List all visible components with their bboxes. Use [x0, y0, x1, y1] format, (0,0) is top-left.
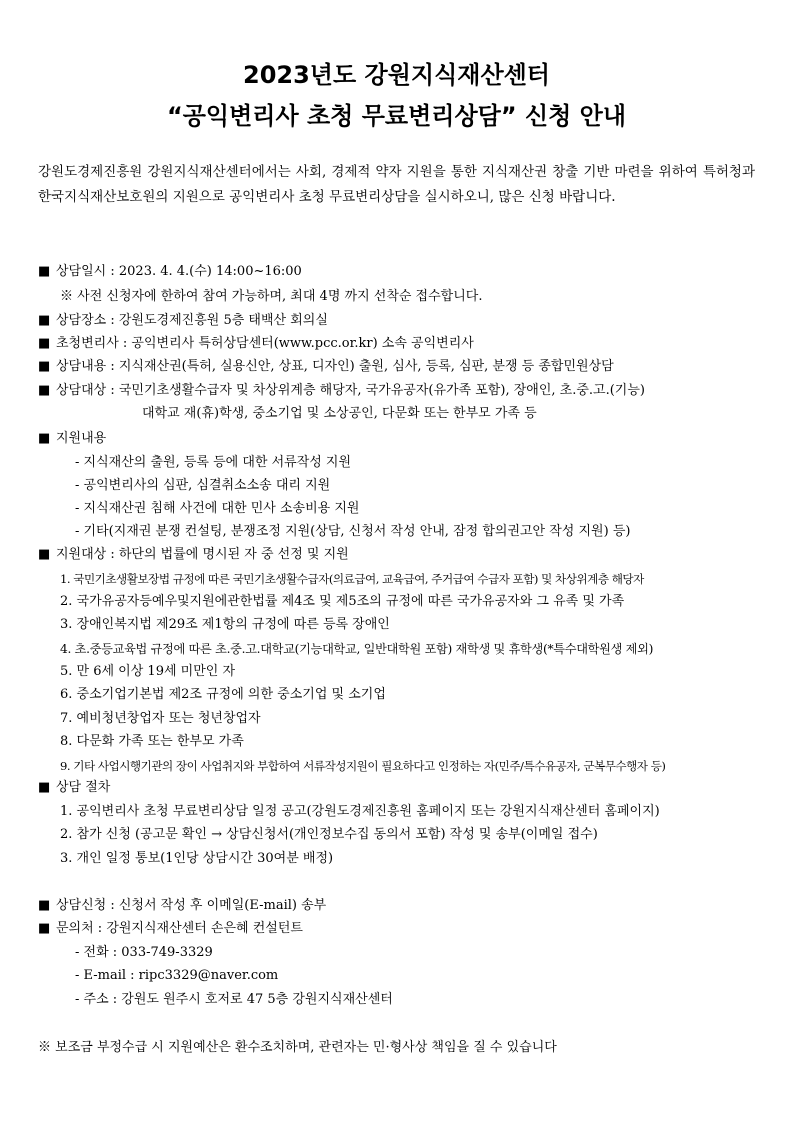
eligibility-item: 2. 국가유공자등예우및지원에관한법률 제4조 및 제5조의 규정에 따른 국가유공자와 그 유족 및 가족 [60, 594, 625, 609]
procedure-title: 상담 절차 [56, 780, 111, 795]
attorney-row [38, 335, 778, 353]
procedure-item: 1. 공익변리사 초청 무료변리상담 일정 공고(강원도경제진흥원 홈페이지 또는 강원지식재산센터 홈페이지) [60, 804, 660, 819]
square-bullet-icon: ■ [38, 780, 51, 795]
place-row [38, 312, 778, 330]
schedule-text: 상담일시 : 2023. 4. 4.(수) 14:00~16:00 [56, 264, 302, 279]
content-text: 상담내용 : 지식재산권(특허, 실용신안, 상표, 디자인) 출원, 심사, 등록, 심판, 분쟁 등 종합민원상담 [56, 359, 614, 374]
eligibility-item: 5. 만 6세 이상 19세 미만인 자 [60, 664, 236, 679]
schedule-row [38, 263, 778, 281]
eligibility-item: 4. 초.중등교육법 규정에 따른 초.중.고.대학교(기능대학교, 일반대학원 포함) 재학생 및 휴학생(*특수대학원생 제외) [60, 642, 654, 656]
square-bullet-icon: ■ [38, 264, 51, 279]
target-text-line-1: 상담대상 : 국민기초생활수급자 및 차상위계층 해당자, 국가유공자(유가족 포함), 장애인, 초.중.고.(기능) [56, 383, 645, 398]
target-text-line-2: 대학교 재(휴)학생, 중소기업 및 소상공인, 다문화 또는 한부모 가족 등 [142, 406, 537, 421]
eligibility-item: 1. 국민기초생활보장법 규정에 따른 국민기초생활수급자(의료급여, 교육급여, 주거급여 수급자 포함) 및 차상위계층 해당자 [60, 572, 644, 586]
title-line-2: “공익변리사 초청 무료변리상담” 신청 안내 [166, 102, 627, 130]
procedure-item: 2. 참가 신청 (공고문 확인 → 상담신청서(개인정보수집 동의서 포함) 작성 및 송부(이메일 접수) [60, 827, 598, 842]
support-title: 지원내용 [56, 431, 107, 446]
contact-phone: - 전화 : 033-749-3329 [75, 945, 213, 960]
place-text: 상담장소 : 강원도경제진흥원 5층 태백산 회의실 [56, 313, 328, 328]
content-row [38, 358, 778, 376]
square-bullet-icon: ■ [38, 336, 51, 351]
contact-email: - E-mail : ripc3329@naver.com [75, 968, 279, 983]
apply-row [38, 897, 778, 915]
procedure-item: 3. 개인 일정 통보(1인당 상담시간 30여분 배정) [60, 851, 334, 866]
procedure-row [38, 779, 778, 797]
intro-paragraph: 강원도경제진흥원 강원지식재산센터에서는 사회, 경제적 약자 지원을 통한 지식재산권 창출 기반 마련을 위하여 특허청과 한국지식재산보호원의 지원으로 공익변리사 초청 무료변리상담을 실시하오니, 많은 신청 바랍니다. [38, 164, 755, 205]
eligibility-item: 6. 중소기업기본법 제2조 규정에 의한 중소기업 및 소기업 [60, 687, 386, 702]
footnote: ※ 보조금 부정수급 시 지원예산은 환수조치하며, 관련자는 민·형사상 책임을 질 수 있습니다 [38, 1040, 557, 1055]
square-bullet-icon: ■ [38, 359, 51, 374]
schedule-note: ※ 사전 신청자에 한하여 참여 가능하며, 최대 4명 까지 선착순 접수합니다. [60, 289, 483, 304]
square-bullet-icon: ■ [38, 313, 51, 328]
square-bullet-icon: ■ [38, 898, 51, 913]
contact-row [38, 920, 778, 938]
support-row [38, 430, 778, 448]
attorney-text: 초청변리사 : 공익변리사 특허상담센터(www.pcc.or.kr) 소속 공익변리사 [56, 336, 474, 351]
eligibility-item: 8. 다문화 가족 또는 한부모 가족 [60, 734, 244, 749]
eligibility-item: 7. 예비청년창업자 또는 청년창업자 [60, 711, 261, 726]
eligibility-title: 지원대상 : 하단의 법률에 명시된 자 중 선정 및 지원 [56, 547, 349, 562]
square-bullet-icon: ■ [38, 431, 51, 446]
eligibility-item: 3. 장애인복지법 제29조 제1항의 규정에 따른 등록 장애인 [60, 617, 390, 632]
square-bullet-icon: ■ [38, 383, 51, 398]
support-item: - 지식재산권 침해 사건에 대한 민사 소송비용 지원 [75, 501, 360, 516]
contact-title: 문의처 : 강원지식재산센터 손은혜 컨설턴트 [56, 921, 303, 936]
square-bullet-icon: ■ [38, 547, 51, 562]
title-line-1: 2023년도 강원지식재산센터 [243, 61, 550, 89]
support-item: - 공익변리사의 심판, 심결취소소송 대리 지원 [75, 478, 331, 493]
support-item: - 기타(지재권 분쟁 컨설팅, 분쟁조정 지원(상담, 신청서 작성 안내, 잠정 합의권고안 작성 지원) 등) [75, 524, 631, 539]
apply-text: 상담신청 : 신청서 작성 후 이메일(E-mail) 송부 [56, 898, 327, 913]
eligibility-row [38, 546, 778, 564]
support-item: - 지식재산의 출원, 등록 등에 대한 서류작성 지원 [75, 455, 352, 470]
contact-address: - 주소 : 강원도 원주시 호저로 47 5층 강원지식재산센터 [75, 992, 393, 1007]
eligibility-item: 9. 기타 사업시행기관의 장이 사업취지와 부합하여 서류작성지원이 필요하다고 인정하는 자(민주/특수유공자, 군복무수행자 등) [60, 759, 666, 773]
target-row [38, 382, 778, 400]
square-bullet-icon: ■ [38, 921, 51, 936]
